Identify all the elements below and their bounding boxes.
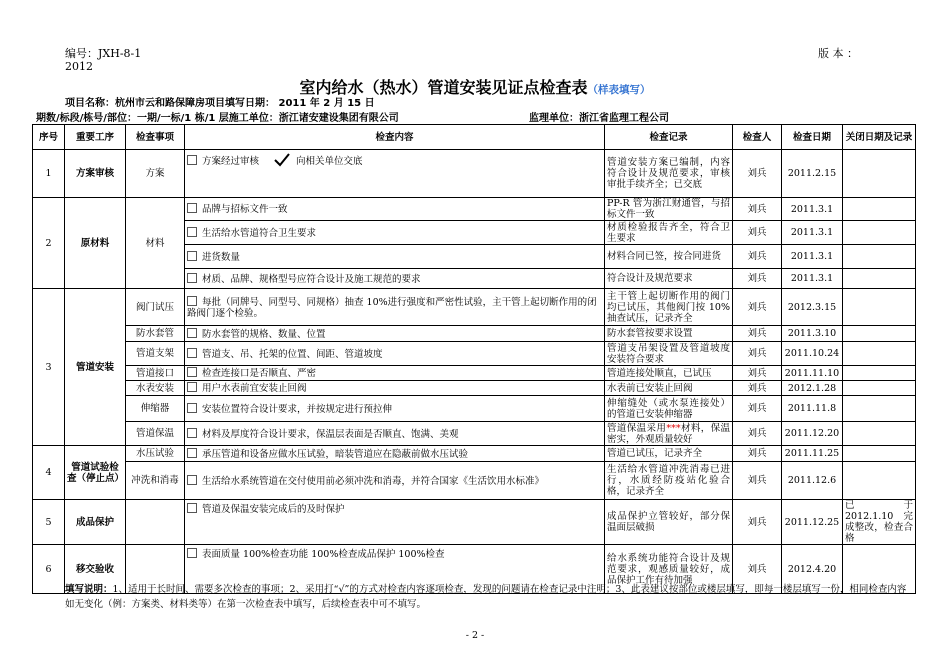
- table-row: [33, 289, 916, 326]
- checkbox-icon[interactable]: [187, 448, 197, 458]
- cell-record: 生活给水管道冲洗消毒已进行，水质经防疫站化验合格，记录齐全: [605, 462, 733, 500]
- content-text: 向相关单位交底: [296, 156, 363, 167]
- cell-item: 防水套管: [126, 326, 185, 342]
- cell-date: 2011.11.10: [782, 366, 843, 381]
- cell-record: 防水套管按要求设置: [605, 326, 733, 342]
- cell-seq: 5: [33, 500, 65, 545]
- record-text: 材料，保温密实，外观质量较好: [607, 422, 730, 445]
- cell-close: [843, 422, 916, 446]
- checkbox-icon[interactable]: [187, 227, 197, 237]
- cell-date: 2011.3.1: [782, 198, 843, 221]
- cell-seq: 3: [33, 289, 65, 446]
- cell-inspector: 刘兵: [733, 381, 782, 396]
- cell-item: 伸缩器: [126, 396, 185, 422]
- cell-process: 管道安装: [65, 289, 126, 446]
- cell-inspector: 刘兵: [733, 326, 782, 342]
- cell-close: [843, 396, 916, 422]
- content-text: 材质、品牌、规格型号应符合设计及施工规范的要求: [202, 273, 421, 285]
- content-text: 进货数量: [202, 251, 241, 263]
- col-process: 重要工序: [65, 125, 126, 150]
- cell-item: 管道保温: [126, 422, 185, 446]
- cell-close: [843, 245, 916, 269]
- cell-item: 管道接口: [126, 366, 185, 381]
- content-text: 生活给水系统管道在交付使用前必须冲洗和消毒，并符合国家《生活饮用水标准》: [202, 475, 545, 487]
- cell-process: 方案审核: [65, 150, 126, 198]
- cell-item: 水压试验: [126, 446, 185, 462]
- cell-date: 2011.12.6: [782, 462, 843, 500]
- record-mark: ***: [666, 422, 681, 434]
- cell-seq: 1: [33, 150, 65, 198]
- table-row: [33, 381, 916, 396]
- cell-inspector: 刘兵: [733, 221, 782, 245]
- content-text: 检查连接口是否顺直、严密: [202, 368, 317, 379]
- col-record: 检查记录: [605, 125, 733, 150]
- cell-process: 移交验收: [65, 545, 126, 594]
- cell-seq: 6: [33, 545, 65, 594]
- checkmark-icon: [274, 153, 290, 167]
- cell-date: 2012.3.15: [782, 289, 843, 326]
- cell-date: 2011.12.25: [782, 500, 843, 545]
- cell-content: [185, 150, 605, 198]
- cell-record: 水表前已安装止回阀: [605, 381, 733, 396]
- checkbox-icon[interactable]: [187, 428, 197, 438]
- cell-record: [605, 422, 733, 446]
- cell-close: [843, 269, 916, 289]
- content-text: 安装位置符合设计要求，并按规定进行预拉伸: [202, 403, 393, 415]
- cell-content: [185, 269, 605, 289]
- cell-inspector: 刘兵: [733, 198, 782, 221]
- cell-date: 2011.11.8: [782, 396, 843, 422]
- table-row: [33, 150, 916, 198]
- cell-record: 材料合同已签，按合同进货: [605, 245, 733, 269]
- cell-date: 2011.11.25: [782, 446, 843, 462]
- col-item: 检查事项: [126, 125, 185, 150]
- cell-inspector: 刘兵: [733, 545, 782, 594]
- cell-inspector: 刘兵: [733, 289, 782, 326]
- cell-close: [843, 381, 916, 396]
- table-header-row: [33, 125, 916, 150]
- cell-date: 2011.3.1: [782, 269, 843, 289]
- content-text: 用户水表前宜安装止回阀: [202, 383, 307, 394]
- cell-content: [185, 342, 605, 366]
- footer-label: 填写说明：: [65, 584, 113, 595]
- cell-date: 2012.1.28: [782, 381, 843, 396]
- cell-record: 主干管上起切断作用的阀门均已试压，其他阀门按 10%抽查试压，记录齐全: [605, 289, 733, 326]
- checkbox-icon[interactable]: [187, 273, 197, 283]
- checkbox-icon[interactable]: [187, 382, 197, 392]
- cell-record: 给水系统功能符合设计及规范要求，观感质量较好，成品保护工作有待加强: [605, 545, 733, 594]
- cell-record: 管道支吊架设置及管道坡度安装符合要求: [605, 342, 733, 366]
- cell-date: 2011.3.1: [782, 245, 843, 269]
- cell-record: 材质检验报告齐全，符合卫生要求: [605, 221, 733, 245]
- cell-close: [843, 221, 916, 245]
- table-row: [33, 366, 916, 381]
- cell-close: [843, 289, 916, 326]
- checkbox-icon[interactable]: [187, 475, 197, 485]
- cell-inspector: 刘兵: [733, 245, 782, 269]
- cell-record: 伸缩缝处（或水泵连接处）的管道已安装伸缩器: [605, 396, 733, 422]
- cell-content: [185, 366, 605, 381]
- cell-content: [185, 446, 605, 462]
- cell-item: 材料: [126, 198, 185, 289]
- table-row: [33, 422, 916, 446]
- cell-item: 方案: [126, 150, 185, 198]
- location-line: 期数/标段/栋号/部位：一期/一标/1 栋/1 层施工单位：浙江诸安建设集团有限公司: [36, 113, 399, 124]
- cell-inspector: 刘兵: [733, 422, 782, 446]
- cell-close: [843, 150, 916, 198]
- cell-date: 2011.3.1: [782, 221, 843, 245]
- cell-inspector: 刘兵: [733, 150, 782, 198]
- checkbox-icon[interactable]: [187, 348, 197, 358]
- col-seq: 序号: [33, 125, 65, 150]
- cell-process: 原材料: [65, 198, 126, 289]
- checkbox-icon[interactable]: [187, 203, 197, 213]
- cell-inspector: 刘兵: [733, 500, 782, 545]
- checkbox-icon[interactable]: [187, 251, 197, 261]
- footer-text: 1、适用于长时间、需要多次检查的事项；2、采用打“√”的方式对检查内容逐项检查，发现的问题请在检查记录中注明；3、此表建议按部位或楼层填写，即每一楼层填写一份，相同检查内容如无变化（例：方案类、材料类等）在第一次检查表中填写，后续检查表中可不填写。: [65, 584, 907, 610]
- cell-content: [185, 396, 605, 422]
- doc-number: 编号：JXH-8-1: [65, 47, 142, 60]
- content-text: 品牌与招标文件一致: [202, 204, 288, 215]
- project-line: 项目名称：杭州市云和路保障房项目填写日期： 2011 年 2 月 15 日: [65, 98, 375, 109]
- cell-content: [185, 198, 605, 221]
- cell-record: 成品保护立管较好，部分保温面层破损: [605, 500, 733, 545]
- cell-record: 管道连接处顺直，已试压: [605, 366, 733, 381]
- cell-date: 2011.3.10: [782, 326, 843, 342]
- cell-close: 已于 2012.1.10 完成整改，检查合格: [843, 500, 916, 545]
- checkbox-icon[interactable]: [187, 155, 197, 165]
- cell-item: [126, 500, 185, 545]
- cell-inspector: 刘兵: [733, 446, 782, 462]
- cell-content: [185, 326, 605, 342]
- cell-record: 管道安装方案已编制，内容符合设计及规范要求，审核审批手续齐全；已交底: [605, 150, 733, 198]
- checkbox-icon[interactable]: [187, 328, 197, 338]
- table-row: [33, 396, 916, 422]
- cell-close: [843, 342, 916, 366]
- content-text: 生活给水管道符合卫生要求: [202, 227, 317, 239]
- col-content: 检查内容: [185, 125, 605, 150]
- content-text: 承压管道和设备应做水压试验，暗装管道应在隐蔽前做水压试验: [202, 448, 469, 460]
- cell-close: [843, 326, 916, 342]
- cell-record: 符合设计及规范要求: [605, 269, 733, 289]
- table-row: [33, 462, 916, 500]
- cell-record: 管道已试压，记录齐全: [605, 446, 733, 462]
- supervisor-line: 监理单位：浙江省监理工程公司: [529, 113, 669, 124]
- cell-content: [185, 462, 605, 500]
- cell-content: [185, 500, 605, 545]
- title-note: （样表填写）: [587, 84, 651, 96]
- cell-close: [843, 446, 916, 462]
- content-text: 方案经过审核: [202, 156, 260, 167]
- cell-close: [843, 198, 916, 221]
- cell-item: 管道支架: [126, 342, 185, 366]
- cell-date: 2011.12.20: [782, 422, 843, 446]
- version-label: 版 本 ：: [818, 47, 858, 60]
- cell-seq: 2: [33, 198, 65, 289]
- cell-record: PP-R 管为浙江财通管，与招标文件一致: [605, 198, 733, 221]
- cell-date: 2012.4.20: [782, 545, 843, 594]
- cell-date: 2011.2.15: [782, 150, 843, 198]
- inspection-table: [32, 124, 916, 594]
- doc-year: 2012: [65, 60, 93, 73]
- cell-content: [185, 221, 605, 245]
- col-close: 关闭日期及记录: [843, 125, 916, 150]
- cell-item: 水表安装: [126, 381, 185, 396]
- cell-inspector: 刘兵: [733, 342, 782, 366]
- checkbox-icon[interactable]: [187, 503, 197, 513]
- checkbox-icon[interactable]: [187, 548, 197, 558]
- content-text: 表面质量 100%检查功能 100%检查成品保护 100%检查: [202, 549, 445, 560]
- col-inspector: 检查人: [733, 125, 782, 150]
- content-text: 管道及保温安装完成后的及时保护: [202, 504, 345, 515]
- cell-inspector: 刘兵: [733, 366, 782, 381]
- table-row: [33, 326, 916, 342]
- page-number: - 2 -: [465, 630, 485, 641]
- title-main: 室内给水（热水）管道安装见证点检查表: [299, 78, 588, 97]
- content-text: 管道支、吊、托架的位置、间距、管道坡度: [202, 348, 383, 360]
- cell-content: [185, 422, 605, 446]
- col-date: 检查日期: [782, 125, 843, 150]
- cell-inspector: 刘兵: [733, 462, 782, 500]
- content-text: 防水套管的规格、数量、位置: [202, 328, 326, 340]
- content-text: 材料及厚度符合设计要求，保温层表面是否顺直、饱满、美观: [202, 428, 459, 440]
- table-row: [33, 342, 916, 366]
- cell-item: 阀门试压: [126, 289, 185, 326]
- cell-inspector: 刘兵: [733, 269, 782, 289]
- cell-process: 管道试验检查（停止点）: [65, 446, 126, 500]
- table-row: [33, 500, 916, 545]
- cell-seq: 4: [33, 446, 65, 500]
- record-text: 管道保温采用: [607, 422, 667, 434]
- cell-process: 成品保护: [65, 500, 126, 545]
- cell-content: [185, 289, 605, 326]
- cell-inspector: 刘兵: [733, 396, 782, 422]
- table-row: [33, 446, 916, 462]
- cell-close: [843, 366, 916, 381]
- checkbox-icon[interactable]: [187, 367, 197, 377]
- checkbox-icon[interactable]: [187, 403, 197, 413]
- table-row: [33, 198, 916, 221]
- cell-date: 2011.10.24: [782, 342, 843, 366]
- cell-content: [185, 381, 605, 396]
- footer-notes: [65, 582, 915, 612]
- content-text: 每批（同牌号、同型号、同规格）抽查 10%进行强度和严密性试验，主干管上起切断作用的闭路阀门逐个检验。: [187, 296, 597, 319]
- cell-content: [185, 245, 605, 269]
- cell-close: [843, 462, 916, 500]
- cell-item: 冲洗和消毒: [126, 462, 185, 500]
- checkbox-icon[interactable]: [187, 296, 197, 306]
